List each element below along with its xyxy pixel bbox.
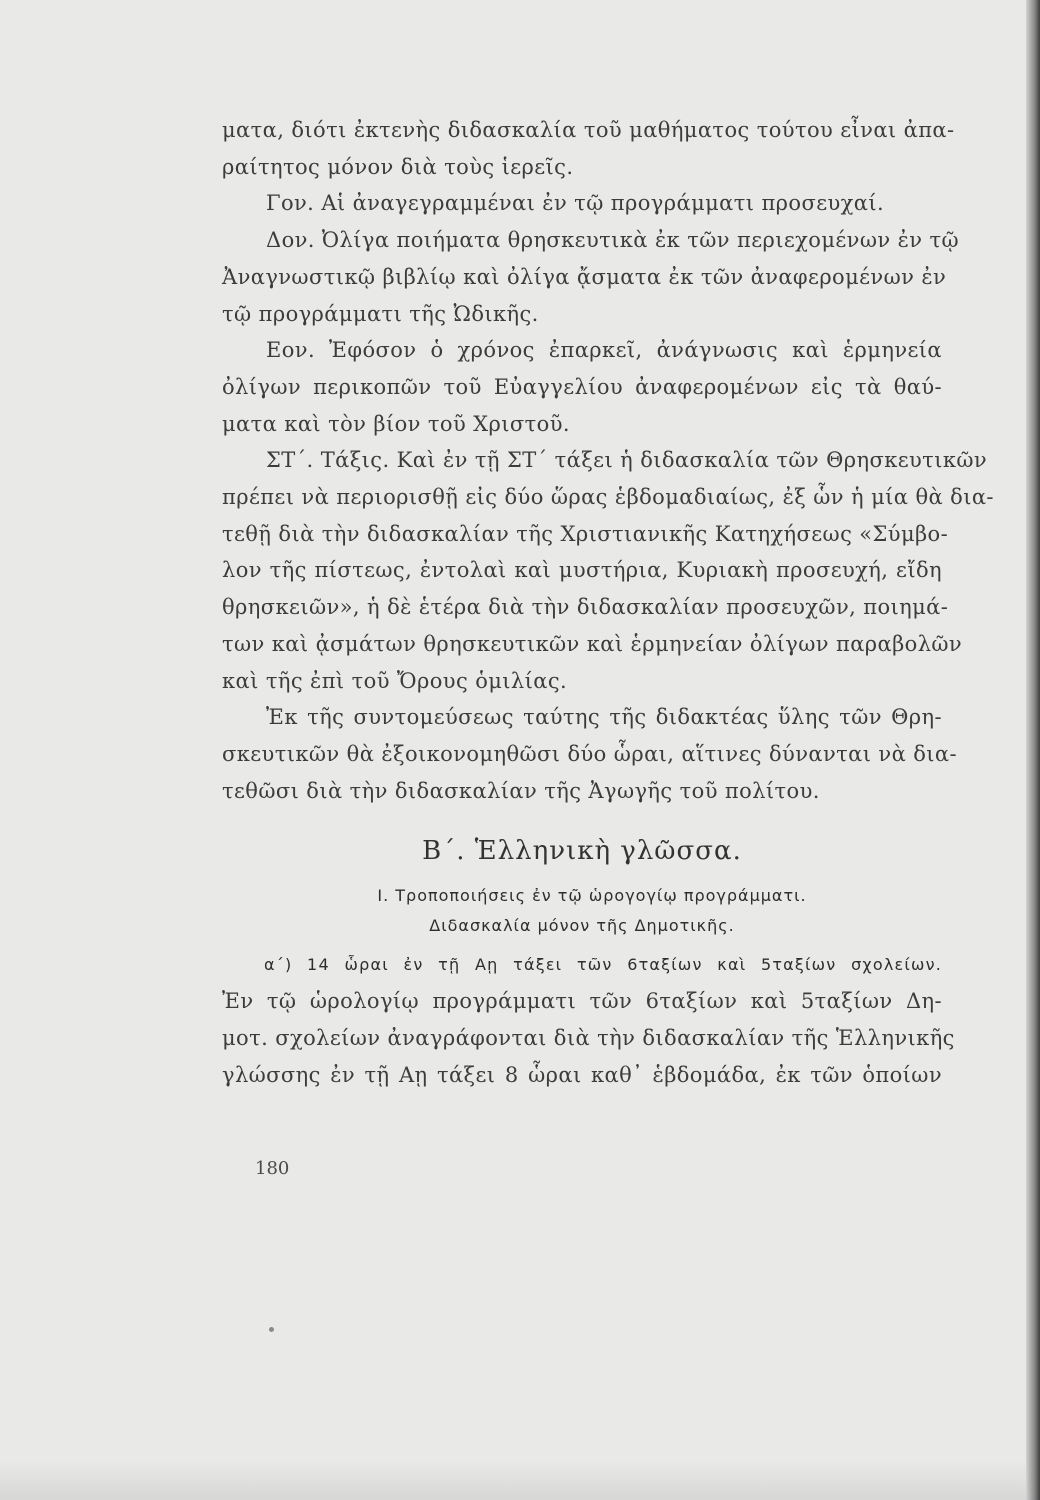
text-line: Γον. Αἱ ἀναγεγραμμέναι ἐν τῷ προγράμματι προσευχαί. bbox=[266, 191, 885, 216]
text-line: Δον. Ὀλίγα ποιήματα θρησκευτικὰ ἐκ τῶν περιεχομένων ἐν τῷ bbox=[266, 228, 960, 253]
text-line: τεθῇ διὰ τὴν διδασκαλίαν τῆς Χριστιανικῆς Κατηχήσεως «Σύμβο- bbox=[222, 521, 949, 546]
text-line: Ἐκ τῆς συντομεύσεως ταύτης τῆς διδακτέας ὕλης τῶν Θρη- bbox=[266, 705, 942, 730]
text-line: πρέπει νὰ περιορισθῇ εἰς δύο ὥρας ἑβδομαδιαίως, ἐξ ὧν ἡ μία θὰ δια- bbox=[222, 485, 994, 510]
text-line: ΣΤ΄. Τάξις. Καὶ ἐν τῇ ΣΤ΄ τάξει ἡ διδασκαλία τῶν Θρησκευτικῶν bbox=[266, 448, 988, 473]
text-line: Ἐν τῷ ὡρολογίῳ προγράμματι τῶν 6ταξίων καὶ 5ταξίων Δη- bbox=[222, 989, 942, 1014]
text-line: μοτ. σχολείων ἀναγράφονται διὰ τὴν διδασκαλίαν τῆς Ἑλληνικῆς bbox=[222, 1026, 955, 1051]
text-line: Εον. Ἐφόσον ὁ χρόνος ἐπαρκεῖ, ἀνάγνωσις καὶ ἑρμηνεία bbox=[266, 338, 942, 363]
item-a-heading: α΄) 14 ὧραι ἐν τῇ Αῃ τάξει τῶν 6ταξίων καὶ 5ταξίων σχολείων. bbox=[264, 955, 942, 975]
text-line: τεθῶσι διὰ τὴν διδασκαλίαν τῆς Ἀγωγῆς τοῦ πολίτου. bbox=[222, 778, 820, 803]
text-line: Ἀναγνωστικῷ βιβλίῳ καὶ ὀλίγα ᾄσματα ἐκ τῶν ἀναφερομένων ἐν bbox=[222, 264, 947, 289]
text-line: ματα καὶ τὸν βίον τοῦ Χριστοῦ. bbox=[222, 411, 570, 436]
page-edge bbox=[1026, 0, 1040, 1500]
text-line: θρησκειῶν», ἡ δὲ ἑτέρα διὰ τὴν διδασκαλίαν προσευχῶν, ποιημά- bbox=[222, 595, 949, 620]
page-number: 180 bbox=[255, 1158, 290, 1179]
text-line: γλώσσης ἐν τῇ Αῃ τάξει 8 ὧραι καθ᾽ ἑβδομάδα, ἐκ τῶν ὁποίων bbox=[222, 1062, 942, 1087]
subheading-modifications: Ι. Τροποποιήσεις ἐν τῷ ὡρογογίῳ προγράμματι. bbox=[377, 886, 807, 906]
text-line: τῷ προγράμματι τῆς Ὠδικῆς. bbox=[222, 301, 539, 326]
text-line: ραίτητος μόνον διὰ τοὺς ἱερεῖς. bbox=[222, 154, 574, 179]
subheading-demotic: Διδασκαλία μόνον τῆς Δημοτικῆς. bbox=[429, 916, 735, 936]
scan-speck bbox=[269, 1327, 274, 1332]
text-line: ὀλίγων περικοπῶν τοῦ Εὐαγγελίου ἀναφερομένων εἰς τὰ θαύ- bbox=[222, 374, 942, 399]
text-line: λον τῆς πίστεως, ἐντολαὶ καὶ μυστήρια, Κυριακὴ προσευχή, εἴδη bbox=[222, 558, 942, 583]
text-line: των καὶ ᾀσμάτων θρησκευτικῶν καὶ ἑρμηνείαν ὀλίγων παραβολῶν bbox=[222, 631, 963, 656]
section-heading: Β΄. Ἑλληνικὴ γλῶσσα. bbox=[422, 836, 742, 867]
page-text bbox=[222, 112, 994, 1093]
text-line: ματα, διότι ἐκτενὴς διδασκαλία τοῦ μαθήματος τούτου εἶναι ἀπα- bbox=[222, 118, 955, 142]
text-line: καὶ τῆς ἐπὶ τοῦ Ὄρους ὁμιλίας. bbox=[222, 668, 568, 693]
page-shadow bbox=[0, 1460, 1040, 1500]
text-line: σκευτικῶν θὰ ἐξοικονομηθῶσι δύο ὧραι, αἵτινες δύνανται νὰ δια- bbox=[222, 741, 957, 766]
